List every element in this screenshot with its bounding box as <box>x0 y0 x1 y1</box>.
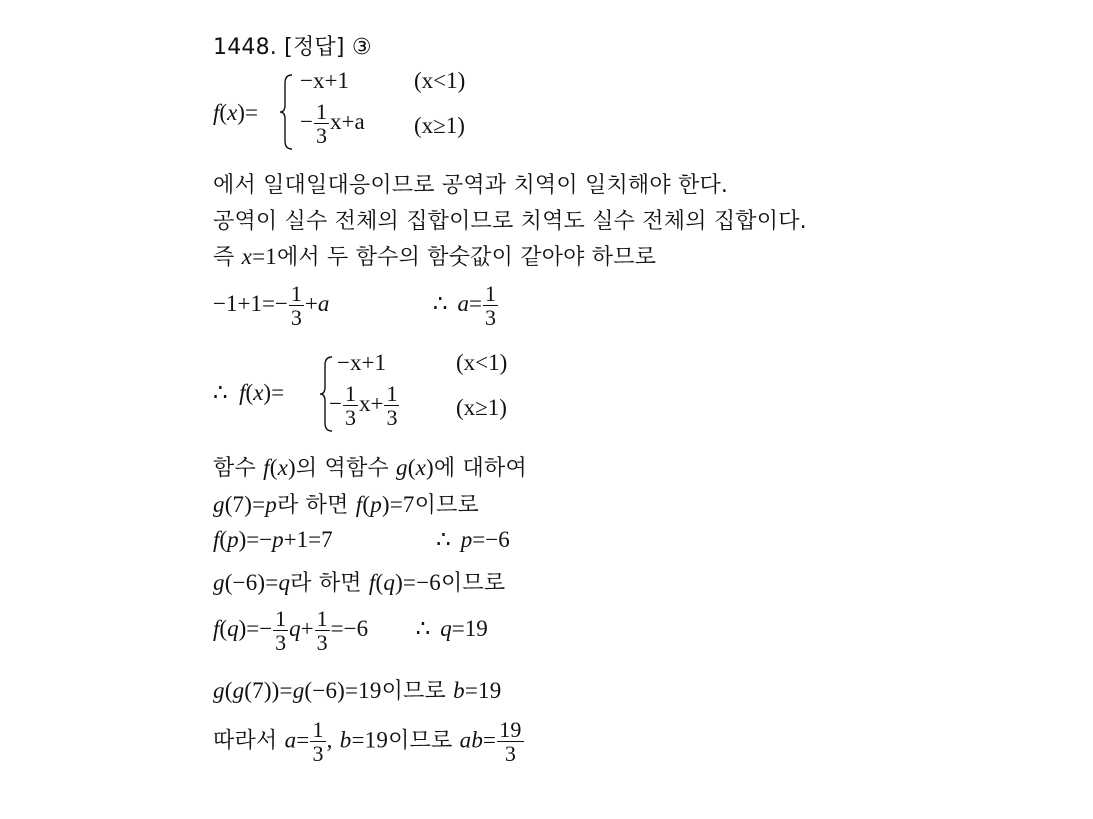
left-brace-icon <box>278 73 296 151</box>
case-2-cond-final: (x≥1) <box>456 395 507 420</box>
equation-continuity: −1+1=− $\frac{1}{3}$ +a ∴ a= $\frac{1}{3}$ <box>213 281 496 330</box>
case-2-expr-final: − $\frac{1}{3}$ x+ $\frac{1}{3}$ <box>329 381 398 430</box>
ggg-line: g(g(7))=g(−6)=19이므로 b=19 <box>213 678 502 704</box>
case-1-cond-final: (x<1) <box>456 350 508 375</box>
case-1-expr: −x+1 <box>300 68 349 93</box>
therefore-fx-label: ∴ f(x)= <box>213 380 285 405</box>
fx-label: f(x)= <box>213 100 258 125</box>
text-line-3: 즉 x=1에서 두 함수의 함숫값이 같아야 하므로 <box>213 244 657 270</box>
case-2-expr: − $\frac{1}{3}$ x+a <box>300 99 365 148</box>
case-1-cond: (x<1) <box>414 68 466 93</box>
x-equals-1: x=1 <box>241 244 277 269</box>
inverse-intro: 함수 f(x)의 역함수 g(x)에 대하여 <box>213 455 527 481</box>
gneg6-line: g(−6)=q라 하면 f(q)=−6이므로 <box>213 570 506 596</box>
fp-equation: f(p)=−p+1=7 ∴ p=−6 <box>213 527 510 552</box>
g7-line: g(7)=p라 하면 f(p)=7이므로 <box>213 492 479 518</box>
text-line-1: 에서 일대일대응이므로 공역과 치역이 일치해야 한다. <box>213 173 729 198</box>
case-2-cond: (x≥1) <box>414 113 465 138</box>
fq-equation: f(q)=− $\frac{1}{3}$ q+ $\frac{1}{3}$ =−6 ∴ q=19 <box>213 606 488 655</box>
text-line-2: 공역이 실수 전체의 집합이므로 치역도 실수 전체의 집합이다. <box>213 209 807 234</box>
problem-header: 1448. [정답] ③ <box>213 35 372 60</box>
case-1-expr-final: −x+1 <box>337 350 386 375</box>
final-answer-line: 따라서 a= $\frac{1}{3}$ , b=19이므로 ab= $\frac{19}{3}$ <box>213 717 522 766</box>
